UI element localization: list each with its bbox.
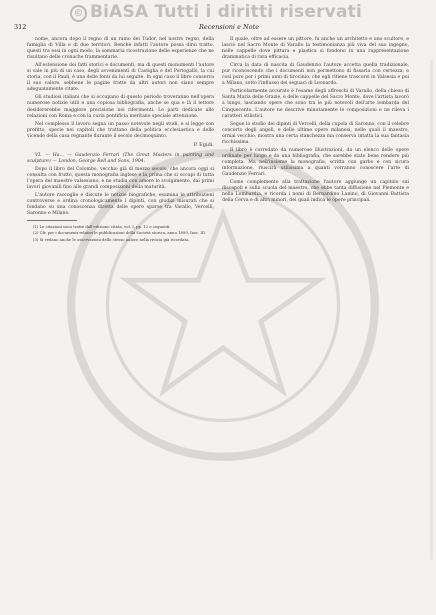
paragraph: Il libro è corredato da numerose illustrazioni, da un elenco delle opere ordinate per luogo e da una bibliografia, che sarebbe stato bene rendere più completa. Ma nell'insieme la monografia, scritta con garbo e con sicura informazione, riuscirà utilissima a quanti vorranno conoscere l'arte di Gaudenzio Ferrari. <box>222 147 409 177</box>
scrollbar[interactable] <box>430 60 433 560</box>
paragraph: All'estensione dei fatti storici e documenti, ma di questi monumenti l'autore si vale in più di un caso, degli avvenimenti di Castiglia e del Portogallo, la cui storia, con il Pauli, è una delle fonti da lui seguite. In ogni caso il libro conserva il suo valore, sebbene le pagine tratte da altri autori non siano sempre adeguatamente citate. <box>27 63 214 93</box>
biasa-logo-icon: © <box>70 5 87 22</box>
watermark-text: BiASA Tutti i diritti riservati <box>90 2 362 22</box>
footnotes <box>27 220 214 242</box>
right-column <box>222 37 409 206</box>
paragraph: Il quale, oltre ad essere un pittore, fu anche un architetto e uno scultore, e lasciò nel Sacro Monte di Varallo la testimonianza più viva del suo ingegno, nelle cappelle dove pittura e plastica si fondono in una rappresentazione drammatica di rara efficacia. <box>222 37 409 61</box>
review-signature: P. Egidi. <box>193 141 214 148</box>
paragraph: L'autore raccoglie e discute le notizie biografiche, esamina le attribuzioni controverse e ordina cronologicamente i dipinti, con giudizi misurati che si fondano su una conoscenza diretta delle opere sparse tra Varallo, Vercelli, Saronno e Milano. <box>27 193 214 217</box>
page-header <box>14 23 422 33</box>
footnote: (3) Si vedano anche le osservazioni dello stesso autore nella rivista già ricordata. <box>33 236 190 242</box>
footnote: (2) Cfr. per i documenti relativi le pubblicazioni della Società storica, anno 1899, fasc. III. <box>33 230 207 236</box>
paragraph: nome, ancora dopo il regno di un ramo dei Tudor, nel nostro regno, della famiglia di Villa e di due territori. Benchè infatti l'autore possa dirsi tratto, questi tra essi in ogni modo, la sommaria ricostruzione delle esperienze che ne risultano delle cronache frammentarie. <box>27 37 214 61</box>
paragraph: Segue lo studio dei dipinti di Vercelli, della cupola di Saronno, con il celebre concerto degli angeli, e delle ultime opere milanesi, nelle quali il maestro, ormai vecchio, mostra una certa stanchezza ma conserva intatta la sua fantasia ricchissima. <box>222 121 409 145</box>
left-column <box>27 37 214 243</box>
running-title: Recensioni e Note <box>199 23 260 31</box>
paragraph: Circa la data di nascita di Gaudenzio l'autore accetta quella tradizionale, pur riconoscendo che i documenti non permettono di fissarla con certezza; e così pure per i primi anni di tirocinio, che egli ritiene trascorsi in Valsesia e poi a Milano, sotto l'influsso dei seguaci di Leonardo. <box>222 63 409 87</box>
watermark <box>70 2 362 22</box>
page-number: 312 <box>14 23 27 31</box>
review-heading: VI. — Ha... — Gaudenzio Ferrari (The Great Masters in painting and sculpture) — London, George Bell and Sons, 1904. <box>27 152 214 164</box>
footnote: (1) Le citazioni sono tratte dall'edizione citata, vol. I, pp. 12 e seguenti. <box>33 224 171 230</box>
footnote-rule <box>27 220 77 221</box>
paragraph: Gli studiosi italiani che si occupano di questo periodo troveranno nell'opera numerose notizie utili e una copiosa bibliografia, anche se qua e là il lettore desidererebbe maggiore precisione nei riferimenti. Le parti dedicate alle relazioni con Roma e con la curia pontificia meritano speciale attenzione. <box>27 95 214 119</box>
paragraph: Dopo il libro del Colombo, vecchio già di mezzo secolo, che ancora oggi si consulta con frutto, questa monografia inglese è la prima che si occupi di tutta l'opera del maestro valsesiano, e ne studia con amore lo svolgimento, dai primi lavori giovanili fino alle grandi composizioni della maturità. <box>27 166 214 191</box>
paragraph: Come complemento alla trattazione l'autore aggiunge un capitolo sui discepoli e sulla scuola del maestro, che ebbe tanta diffusione nel Piemonte e nella Lombardia, e ricorda i nomi di Bernardino Lanino, di Giovanni Battista della Cerva e di altri minori, dei quali indica le opere principali. <box>222 180 409 204</box>
paragraph: Particolarmente accurato è l'esame degli affreschi di Varallo, della chiesa di Santa Maria delle Grazie, e delle cappelle del Sacro Monte, dove l'artista lavorò a lungo, lasciando opere che sono tra le più notevoli dell'arte lombarda del Cinquecento. L'autore ne descrive minutamente le composizioni e ne rileva i caratteri stilistici. <box>222 89 409 119</box>
paragraph: Nel complesso il lavoro segna un passo notevole negli studi, e si legge con profitto, specie nei capitoli che trattano della politica ecclesiastica e delle vicende della casa regnante durante il secolo decimoquinto. <box>27 121 214 139</box>
